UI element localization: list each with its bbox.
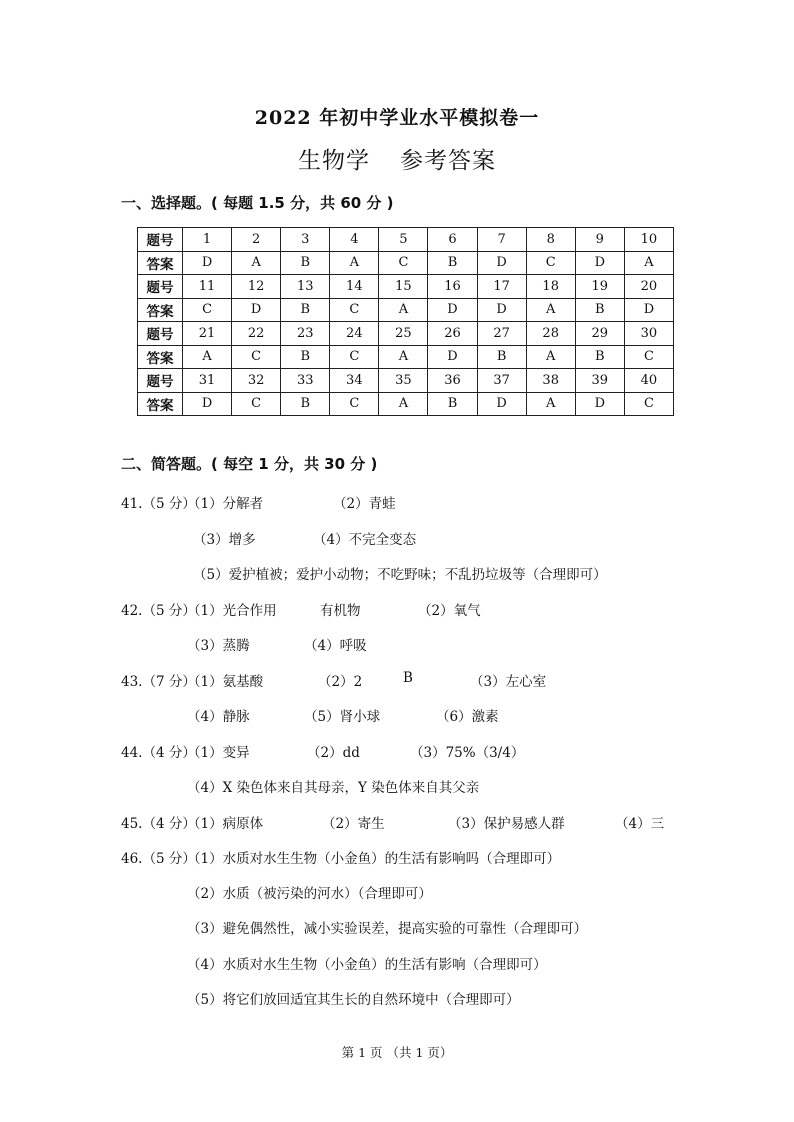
answer-cell: A (526, 345, 575, 369)
q42-label: 42.（5 分） (121, 603, 196, 619)
q41-answer-1: （1）分解者 (187, 496, 264, 512)
q42-answer-3: （3）蒸腾 (187, 638, 250, 654)
q42-answer-2: （2）氧气 (418, 603, 481, 619)
q46-answer-4: （4）水质对水生生物（小金鱼）的生活有影响（合理即可） (187, 957, 547, 973)
row-label-answer: 答案 (138, 345, 183, 369)
q41-answer-3: （3）增多 (193, 532, 256, 548)
answer-cell: B (281, 298, 330, 322)
answer-table-row-answer (138, 392, 674, 416)
answer-cell: B (281, 251, 330, 275)
question-number-cell: 17 (477, 275, 526, 299)
question-number-cell: 15 (379, 275, 428, 299)
question-number-cell: 35 (379, 369, 428, 393)
question-number-cell: 29 (575, 322, 624, 346)
answer-cell: D (477, 298, 526, 322)
question-number-cell: 40 (624, 369, 673, 393)
answer-cell: D (232, 298, 281, 322)
question-number-cell: 26 (428, 322, 477, 346)
row-label-answer: 答案 (138, 392, 183, 416)
answer-table-row-number (138, 369, 674, 393)
answer-table (137, 227, 674, 416)
answer-cell: C (379, 251, 428, 275)
q43-answer-4: （4）静脉 (187, 709, 250, 725)
q43-answer-2: （2）2 (318, 674, 363, 690)
answer-cell: D (477, 392, 526, 416)
answer-cell: A (526, 392, 575, 416)
q44-label: 44.（4 分） (121, 745, 196, 761)
answer-cell: B (281, 345, 330, 369)
question-number-cell: 27 (477, 322, 526, 346)
question-number-cell: 32 (232, 369, 281, 393)
answer-cell: C (330, 345, 379, 369)
q46-label: 46.（5 分） (121, 851, 196, 867)
page-subtitle (0, 142, 794, 175)
q41-answer-4: （4）不完全变态 (313, 532, 417, 548)
answer-cell: A (379, 298, 428, 322)
question-number-cell: 6 (428, 228, 477, 252)
answer-cell: C (624, 345, 673, 369)
answer-cell: A (232, 251, 281, 275)
page-footer: 第 1 页 （共 1 页） (341, 1045, 453, 1060)
answer-cell: C (526, 251, 575, 275)
q42-answer-1: （1）光合作用 (187, 603, 277, 619)
answer-cell: A (379, 345, 428, 369)
answer-cell: A (379, 392, 428, 416)
q43-answer-3: （3）左心室 (470, 674, 547, 690)
answer-cell: D (428, 345, 477, 369)
answer-cell: B (428, 251, 477, 275)
section-heading-choice: 一、选择题。( 每题 1.5 分，共 60 分 ) (121, 194, 394, 212)
answer-cell: D (624, 298, 673, 322)
question-number-cell: 10 (624, 228, 673, 252)
row-label-number: 题号 (138, 228, 183, 252)
question-number-cell: 25 (379, 322, 428, 346)
q41-answer-2: （2）青蛙 (333, 496, 396, 512)
q43-label: 43.（7 分） (121, 674, 196, 690)
question-number-cell: 34 (330, 369, 379, 393)
answer-cell: A (526, 298, 575, 322)
question-number-cell: 2 (232, 228, 281, 252)
q46-answer-5: （5）将它们放回适宜其生长的自然环境中（合理即可） (187, 992, 520, 1008)
question-number-cell: 21 (183, 322, 232, 346)
q45-label: 45.（4 分） (121, 816, 196, 832)
q43-answer-2b: B (403, 670, 413, 686)
question-number-cell: 30 (624, 322, 673, 346)
answer-cell: D (477, 251, 526, 275)
answer-cell: D (575, 251, 624, 275)
question-number-cell: 16 (428, 275, 477, 299)
answer-cell: B (281, 392, 330, 416)
question-number-cell: 38 (526, 369, 575, 393)
q46-answer-2: （2）水质（被污染的河水）（合理即可） (187, 886, 432, 902)
q45-answer-3: （3）保护易感人群 (448, 816, 565, 832)
answer-cell: D (183, 251, 232, 275)
answer-table-row-answer (138, 345, 674, 369)
q45-answer-1: （1）病原体 (187, 816, 264, 832)
answer-cell: C (232, 345, 281, 369)
row-label-number: 题号 (138, 369, 183, 393)
question-number-cell: 23 (281, 322, 330, 346)
answer-table-row-answer (138, 251, 674, 275)
question-number-cell: 3 (281, 228, 330, 252)
q43-answer-6: （6）激素 (436, 709, 499, 725)
question-number-cell: 13 (281, 275, 330, 299)
question-number-cell: 8 (526, 228, 575, 252)
question-number-cell: 9 (575, 228, 624, 252)
row-label-answer: 答案 (138, 251, 183, 275)
q44-answer-4: （4）X 染色体来自其母亲，Y 染色体来自其父亲 (187, 780, 480, 796)
row-label-number: 题号 (138, 275, 183, 299)
row-label-number: 题号 (138, 322, 183, 346)
question-number-cell: 20 (624, 275, 673, 299)
question-number-cell: 12 (232, 275, 281, 299)
q44-answer-2: （2）dd (307, 745, 360, 761)
answer-cell: D (183, 392, 232, 416)
answer-cell: A (183, 345, 232, 369)
question-number-cell: 31 (183, 369, 232, 393)
answer-cell: C (183, 298, 232, 322)
answer-cell: B (575, 298, 624, 322)
subject-label: 生物学 (298, 148, 370, 174)
answer-cell: B (575, 345, 624, 369)
answer-table-row-number (138, 275, 674, 299)
answer-table-row-number (138, 228, 674, 252)
question-number-cell: 37 (477, 369, 526, 393)
page-title: 2022 年初中学业水平模拟卷一 (254, 107, 540, 129)
q42-answer-4: （4）呼吸 (304, 638, 367, 654)
question-number-cell: 11 (183, 275, 232, 299)
answer-table-row-number (138, 322, 674, 346)
question-number-cell: 19 (575, 275, 624, 299)
question-number-cell: 5 (379, 228, 428, 252)
answer-cell: D (428, 298, 477, 322)
question-number-cell: 36 (428, 369, 477, 393)
section-heading-short-answer: 二、简答题。( 每空 1 分，共 30 分 ) (121, 455, 378, 473)
answer-cell: A (624, 251, 673, 275)
q44-answer-3: （3）75%（3/4） (410, 745, 525, 761)
answer-cell: A (330, 251, 379, 275)
row-label-answer: 答案 (138, 298, 183, 322)
question-number-cell: 4 (330, 228, 379, 252)
answer-cell: D (575, 392, 624, 416)
question-number-cell: 22 (232, 322, 281, 346)
question-number-cell: 33 (281, 369, 330, 393)
answer-table-row-answer (138, 298, 674, 322)
question-number-cell: 7 (477, 228, 526, 252)
question-number-cell: 14 (330, 275, 379, 299)
q43-answer-1: （1）氨基酸 (187, 674, 264, 690)
answer-cell: C (330, 392, 379, 416)
q43-answer-5: （5）肾小球 (304, 709, 381, 725)
answer-cell: C (624, 392, 673, 416)
q45-answer-2: （2）寄生 (322, 816, 385, 832)
q46-answer-1: （1）水质对水生生物（小金鱼）的生活有影响吗（合理即可） (187, 851, 561, 867)
question-number-cell: 39 (575, 369, 624, 393)
question-number-cell: 1 (183, 228, 232, 252)
answer-cell: B (477, 345, 526, 369)
question-number-cell: 18 (526, 275, 575, 299)
question-number-cell: 28 (526, 322, 575, 346)
q42-answer-1b: 有机物 (320, 603, 361, 619)
q46-answer-3: （3）避免偶然性，减小实验误差，提高实验的可靠性（合理即可） (187, 921, 588, 937)
q44-answer-1: （1）变异 (187, 745, 250, 761)
answer-cell: B (428, 392, 477, 416)
answer-key-label: 参考答案 (400, 148, 496, 174)
question-number-cell: 24 (330, 322, 379, 346)
answer-cell: C (330, 298, 379, 322)
answer-cell: C (232, 392, 281, 416)
q41-label: 41.（5 分） (121, 496, 196, 512)
q41-answer-5: （5）爱护植被；爱护小动物；不吃野味；不乱扔垃圾等（合理即可） (193, 567, 607, 583)
q45-answer-4: （4）三 (615, 816, 665, 832)
